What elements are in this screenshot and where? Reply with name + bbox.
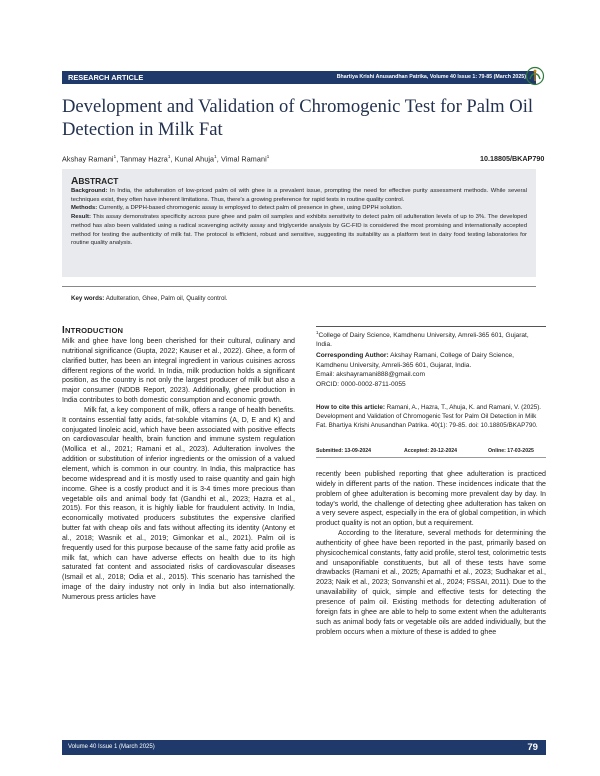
citation-info: How to cite this article: Ramani, A., Hazra, T., Ahuja, K. and Ramani, V. (2025). Development and Validation of Chromogenic Test for Palm Oil Detection in Milk Fat. Bhartiya Krishi Anusandhan Patrika. 40(1): 79-85. doi: 10.18805/BKAP790. xyxy=(316,404,542,430)
divider xyxy=(316,457,546,458)
email: Email: akshayramani888@gmail.com xyxy=(316,371,425,379)
section-heading-introduction: INTRODUCTION xyxy=(62,325,124,336)
paragraph: Milk and ghee have long been cherished for their cultural, culinary and nutritional significance (Gupta, 2022; Kauser et al., 2022). Ghee, a form of clarified butter, has been an integral ingredient in various cuisines across different regions of the world. In India, milk production holds a significant position, as the country is not only the largest producer of milk but also a major consumer (NDDB Report, 2023). Additionally, ghee production in India contributes to both domestic consumption and economic growth. xyxy=(62,337,295,405)
article-dates: Submitted: 13-09-2024 Accepted: 20-12-2024 Online: 17-03-2025 xyxy=(316,448,534,454)
abstract-body: Background: In India, the adulteration of low-priced palm oil with ghee is a prevalent issue, prompting the need for effective purity assessment methods. While several techniques exist, they often have inherent limitations. Thus, there's a growing preference for rapid tests in routine quality control. Methods: Currently, a DPPH-based chromogenic assay is employed to detect palm oil presence in ghee, using DPPH solution. Result: This assay demonstrates specificity across pure ghee and palm oil samples and exhibits sensitivity to detect palm oil adulteration levels of up to 3%. The developed method has also been validated using a radical scavenging activity assay and triglyceride analysis by GC-FID is considered the most promising and internationally accepted method for testing the authenticity of milk fat. The protocol is efficient, robust and sensitive, suggesting its suitability as a platform test in dairy food testing laboratories for routine quality analysis. xyxy=(71,188,527,247)
orcid: ORCID: 0000-0002-8711-0055 xyxy=(316,380,406,388)
keywords: Key words: Adulteration, Ghee, Palm oil, Quality control. xyxy=(71,295,228,302)
abstract-box xyxy=(62,169,536,277)
affiliation: $^1$College of Dairy Science, Kamdhenu University, Amreli-365 601, Gujarat, India. xyxy=(316,330,529,348)
paragraph: Milk fat, a key component of milk, offers a range of health benefits. It contains essential fatty acids, fat-soluble vitamins (A, D, E and K) and conjugated linoleic acid, which have been associated with positive effects on cardiovascular health, brain function and immune system regulation (Mollica et al., 2021; Ramani et al., 2023). Adulteration involves the addition or substitution of inferior ingredients or the omission of a valued element, which is common in our country. In India, this malpractice has become widespread and it is mostly used to raise quantity and gain high income. Ghee is a costly product and it is 3-4 times more precious than vegetable oils and animal body fat (Gandhi et al., 2023; Hazra et al., 2015). For this reason, it is highly liable for fraudulent activity. In India, economically motivated producers substitutes the expensive clarified butter fat with cheap oils and fats without affecting its identity (Antony et al., 2018; Wasnik et al., 2019; Gimonkar et al., 2021). Palm oil is frequently used for this purpose because of the same fatty acid profile as milk fat, which can have adverse effects on health due to its high saturated fat content and associated risks of cardiovascular diseases (Ismail et al., 2018; Odia et al., 2015). This scenario has tarnished the image of the dairy industry not only in India but also internationally. Numerous press articles have xyxy=(62,405,295,601)
paragraph: recently been published reporting that ghee adulteration is practiced widely in different parts of the nation. These incidences indicate that the problem of ghee adulteration is becoming more prevalent day by day. In today's world, the challenge of detecting ghee adulteration has taken on a very severe aspect, especially in the era of global competition, in which product quality is not an option, but a requirement. xyxy=(316,470,546,528)
article-type-label: RESEARCH ARTICLE xyxy=(68,73,144,82)
footer-issue: Volume 40 Issue 1 (March 2025) xyxy=(68,744,155,750)
journal-logo-icon xyxy=(525,66,545,86)
author-name: Akshay Ramani xyxy=(62,154,114,164)
divider xyxy=(316,326,546,327)
author-name: Vimal Ramani xyxy=(220,154,267,164)
author-list: Akshay Ramani$^1$, Tanmay Hazra$^1$, Kunal Ahuja$^1$, Vimal Ramani$^1$ xyxy=(62,154,270,164)
article-header-bar xyxy=(62,71,536,84)
corresponding-author: Corresponding Author: Akshay Ramani, College of Dairy Science, Kamdhenu University, Amreli-365 601, Gujarat, India. Email: akshayramani888@gmail.com ORCID: 0000-0002-8711-0055 xyxy=(316,351,546,389)
journal-citation: Bhartiya Krishi Anusandhan Patrika, Volume 40 Issue 1: 79-85 (March 2025) xyxy=(336,74,526,80)
divider xyxy=(62,286,536,287)
paragraph: According to the literature, several methods for determining the authenticity of ghee have been reported in the past, primarily based on physicochemical constants, fatty acid profile, sterol test, colorimetric tests and unsaponifiable constituents, but all of these tests have some drawbacks (Ramani et al., 2025; Aparnathi et al., 2023; Sudhakar et al., 2023; Naik et al., 2023; Sonvanshi et al., 2024; FSSAI, 2011). Due to the unavailability of quick, simple and effective tests for detecting the presence of palm oil. Existing methods for detecting adulteration of foreign fats in ghee are able to help to some extent when the adulterants such as animal body fats or vegetable oils are added individually, but the problem occurs when a mixture of these is added to ghee xyxy=(316,529,546,636)
abstract-heading: ABSTRACT xyxy=(71,176,119,187)
page-number: 79 xyxy=(527,742,538,753)
doi: 10.18805/BKAP790 xyxy=(480,154,545,163)
author-name: Kunal Ahuja xyxy=(174,154,215,164)
article-title: Development and Validation of Chromogenic Test for Palm Oil Detection in Milk Fat xyxy=(62,96,534,140)
author-name: Tanmay Hazra xyxy=(120,154,168,164)
page-footer xyxy=(62,740,546,755)
body-column-right xyxy=(316,470,546,637)
body-column-left xyxy=(62,337,295,603)
